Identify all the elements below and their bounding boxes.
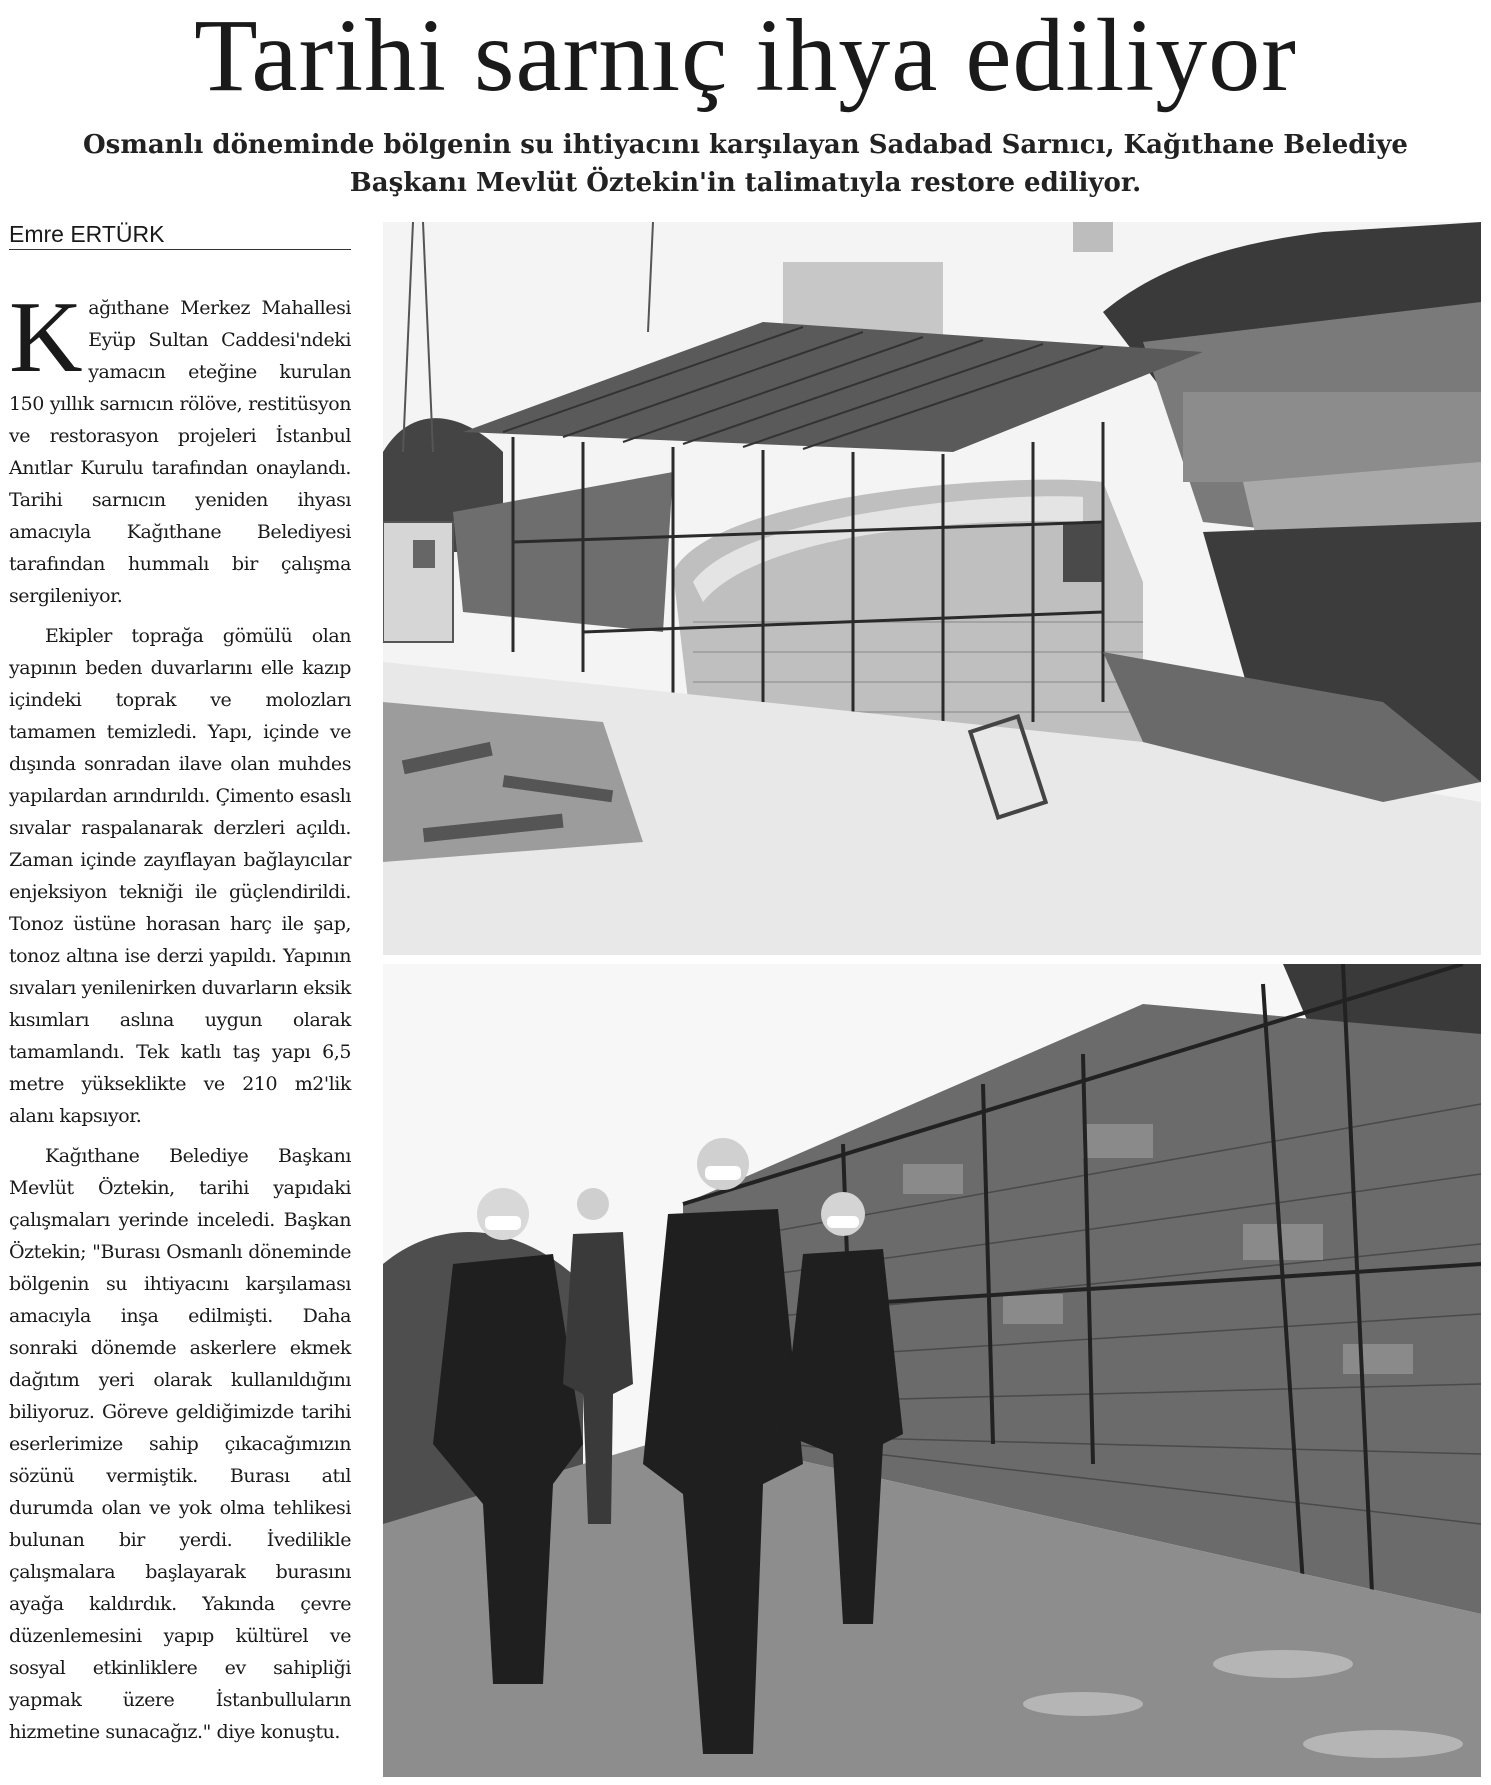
paragraph-2: Ekipler toprağa gömülü olan yapının beden duvarlarını elle kazıp içindeki toprak ve molozları tamamen temizledi. Yapı, içinde ve dışında sonradan ilave olan muhdes yapılardan arındırıldı. Çimento esaslı sıvalar raspalanarak derzleri açıldı. Zaman içinde zayıflayan bağlayıcılar enjeksiyon tekniği ile güçlendirildi. Tonoz üstüne horasan harç ile şap, tonoz altına ise derzi yapıldı. Yapının sıvaları yenilenirken duvarların eksik kısımları aslına uygun olarak tamamlandı. Tek katlı taş yapı 6,5 metre yükseklikte ve 210 m2'lik alanı kapsıyor. [9,625,351,1127]
subheadline: Osmanlı döneminde bölgenin su ihtiyacını karşılayan Sadabad Sarnıcı, Kağıthane Belediye Başkanı Mevlüt Öztekin'in talimatıyla restore ediliyor. [83,130,1408,198]
headline: Tarihi sarnıç ihya ediliyor [194,0,1297,113]
photo-illustration-2 [383,964,1481,1777]
officials-visit-photo [383,964,1481,1777]
paragraph-3: Kağıthane Belediye Başkanı Mevlüt Öztekin, tarihi yapıdaki çalışmaları yerinde inceledi. Başkan Öztekin; "Burası Osmanlı döneminde bölgenin su ihtiyacını karşılaması amacıyla inşa edilmişti. Daha sonraki dönemde askerlere ekmek dağıtım yeri olarak kullanıldığını biliyoruz. Göreve geldiğimizde tarihi eserlerimize sahip çıkacağımızın sözünü vermiştik. Burası atıl durumda olan ve yok olma tehlikesi bulunan bir yerdi. İvedilikle çalışmalara başlayarak burasını ayağa kaldırdık. Yakında çevre düzenlemesini yapıp kültürel ve sosyal etkinliklere ev sahipliği yapmak üzere İstanbulluların hizmetine sunacağız." diye konuştu. [9,1145,351,1743]
article-body [9,281,351,1756]
photo-illustration [383,222,1481,955]
paragraph-1-text: ağıthane Merkez Mahallesi Eyüp Sultan Caddesi'ndeki yamacın eteğine kurulan 150 yıllık sarnıcın rölöve, restitüsyon ve restorasyon projeleri İstanbul Anıtlar Kurulu tarafından onaylandı. Tarihi sarnıcın yeniden ihyası amacıyla Kağıthane Belediyesi tarafından hummalı bir çalışma sergileniyor. [9,297,351,607]
paragraph-1 [9,281,351,612]
cistern-scaffolding-photo [383,222,1481,955]
byline: Emre ERTÜRK [9,220,351,250]
drop-cap: K [9,281,83,394]
